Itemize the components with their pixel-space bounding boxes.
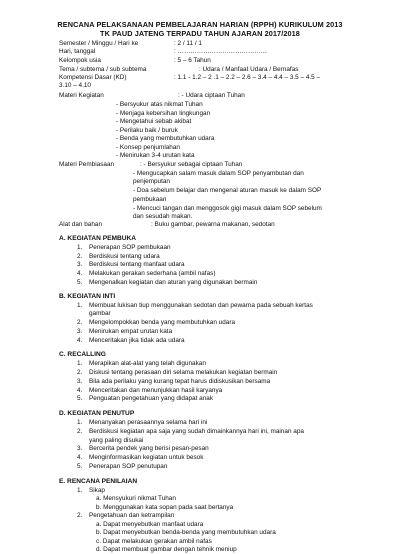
- identity-label: Semester / Minggu / Hari ke: [59, 40, 139, 47]
- materi-pembiasaan-label: Materi Pembiasaan: [59, 161, 115, 168]
- item-number: 2.: [77, 253, 83, 260]
- identity-value: : Udara / Manfaat Udara / Bernafas: [199, 66, 299, 73]
- materi-pembiasaan-line: pembukaan: [133, 196, 167, 203]
- list-item: Mengenalkan kegiatan dan aturan yang digunakan bermain: [89, 279, 258, 286]
- identity-label: Hari, tanggal: [59, 48, 96, 55]
- materi-pembiasaan-line: - Mencuci tangan dan menggosok gigi masuk dalam SOP sebelum: [133, 205, 322, 212]
- list-item-continuation: yang paling disukai: [89, 437, 144, 444]
- materi-kegiatan-label: Materi Kegiatan: [59, 92, 104, 99]
- identity-value: : 1.1 - 1.2 – 2 .1 – 2.2 – 2.6 – 3.4 – 4.4 – 3.5 – 4.5 –: [174, 74, 321, 81]
- list-item: Menceritakan dan menunjukkan hasil karyanya: [89, 387, 223, 394]
- list-item: Penerapan SOP pembukaan: [89, 244, 171, 251]
- item-number: 4.: [77, 337, 83, 344]
- assessment-group-label: Sikap: [89, 487, 105, 494]
- list-item: Penerapan SOP penutupan: [89, 463, 168, 470]
- list-item: Mengelompokkan benda yang membutuhkan udara: [89, 319, 236, 326]
- materi-kegiatan-item: - Perilaku baik / buruk: [116, 127, 178, 134]
- list-item: Berdiskusi tentang manfaat udara: [89, 261, 185, 268]
- item-number: 2.: [77, 512, 83, 519]
- identity-label: Kompetensi Dasar (KD): [59, 74, 127, 81]
- section-heading: A. KEGIATAN PEMBUKA: [59, 235, 137, 242]
- materi-kegiatan-item: - Konsep penjumlahan: [116, 144, 180, 151]
- materi-pembiasaan-line: - Mengucapkan salam masuk dalam SOP penyambutan dan: [133, 170, 304, 177]
- assessment-item: a. Mensyukuri nikmat Tuhan: [96, 495, 176, 502]
- item-number: 2.: [77, 369, 83, 376]
- assessment-item: c. Dapat melakukan gerakan ambil nafas: [96, 538, 212, 545]
- list-item: Diskusi tentang perasaan diri selama melakukan kegiatan bermain: [89, 369, 278, 376]
- item-number: 4.: [77, 270, 83, 277]
- document-title-line-1: RENCANA PELAKSANAAN PEMBELAJARAN HARIAN (RPPH) KURIKULUM 2013: [57, 20, 343, 29]
- section-heading: D. KEGIATAN PENUTUP: [59, 410, 135, 417]
- item-number: 1.: [77, 244, 83, 251]
- materi-pembiasaan-line: - Doa sebelum belajar dan mengenal aturan masuk ke dalam SOP: [133, 187, 322, 194]
- item-number: 2.: [77, 428, 83, 435]
- assessment-item: d. Dapat membuat gambar dengan tehnik meniup: [96, 546, 237, 553]
- materi-kegiatan-item: - Menirukan 3-4 urutan kata: [116, 152, 195, 159]
- assessment-group-label: Pengetahuan dan ketrampilan: [89, 512, 175, 519]
- item-number: 1.: [77, 302, 83, 309]
- document-title-line-2: TK PAUD JATENG TERPADU TAHUN AJARAN 2017/2018: [100, 29, 300, 38]
- item-number: 5.: [77, 463, 83, 470]
- item-number: 3.: [77, 328, 83, 335]
- item-number: 3.: [77, 445, 83, 452]
- list-item: Berdiskusi kegiatan apa saja yang sudah dimainkannya hari ini, mainan apa: [89, 428, 304, 435]
- list-item-continuation: gambar: [89, 310, 111, 317]
- materi-kegiatan-first: : - Udara ciptaan Tuhan: [178, 92, 245, 99]
- identity-label: Tema / subtema / sub subtema: [59, 66, 147, 73]
- list-item: Menceritakan jika tidak ada udara: [89, 337, 185, 344]
- list-item: Merapikan alat-alat yang telah digunakan: [89, 360, 206, 367]
- alat-bahan-value: : Buku gambar, pewarna makanan, sedotan: [151, 221, 275, 228]
- identity-value: : ……………………………………: [174, 48, 268, 55]
- assessment-item: b. Menggunakan kata sopan pada saat bertanya: [96, 504, 234, 511]
- list-item: Bercerita pendek yang berisi pesan-pesan: [89, 445, 209, 452]
- materi-pembiasaan-first: : - Bersyukur sebagai ciptaan Tuhan: [140, 161, 243, 168]
- materi-kegiatan-item: - Benda yang membutuhkan udara: [116, 135, 215, 142]
- list-item: Menanyakan perasaannya selama hari ini: [89, 419, 208, 426]
- item-number: 3.: [77, 378, 83, 385]
- list-item: Melakukan gerakan sederhana (ambil nafas): [89, 270, 216, 277]
- item-number: 1.: [77, 360, 83, 367]
- assessment-item: b. Dapat menyebutkan benda-benda yang membutuhkan udara: [96, 529, 276, 536]
- list-item: Membuat lukisan tiup menggunakan sedotan dan pewarna pada sebuah kertas: [89, 302, 313, 309]
- item-number: 1.: [77, 419, 83, 426]
- materi-pembiasaan-line: penjemputan: [133, 178, 170, 185]
- identity-value: : 2 / 11 / 1: [174, 40, 202, 47]
- materi-pembiasaan-line: dan sesudah makan.: [133, 213, 193, 220]
- list-item: Menginformasikan kegiatan untuk besok: [89, 454, 204, 461]
- item-number: 4.: [77, 454, 83, 461]
- identity-label: Kelompok usia: [59, 57, 101, 64]
- item-number: 5.: [77, 279, 83, 286]
- materi-kegiatan-item: - Menjaga kebersihan lingkungan: [116, 110, 211, 117]
- item-number: 4.: [77, 387, 83, 394]
- section-heading: E. RENCANA PENILAIAN: [59, 478, 138, 485]
- item-number: 5.: [77, 395, 83, 402]
- section-heading: C. RECALLING: [59, 351, 106, 358]
- alat-bahan-label: Alat dan bahan: [59, 221, 102, 228]
- assessment-item: a. Dapat menyebutkan manfaat udara: [96, 521, 204, 528]
- item-number: 1.: [77, 487, 83, 494]
- section-heading: B. KEGIATAN INTI: [59, 293, 116, 300]
- identity-label: 3.10 – 4.10: [59, 82, 91, 89]
- materi-kegiatan-item: - Bersyukur atas nikmat Tuhan: [116, 101, 203, 108]
- identity-value: : 5 – 6 Tahun: [174, 57, 211, 64]
- materi-kegiatan-item: - Mengetahui sebab akibat: [116, 118, 192, 125]
- item-number: 2.: [77, 319, 83, 326]
- list-item: Menirukan empat urutan kata: [89, 328, 173, 335]
- item-number: 3.: [77, 261, 83, 268]
- list-item: Bila ada perilaku yang kurang tepat harus didiskusikan bersama: [89, 378, 271, 385]
- list-item: Penguatan pengetahuan yang didapat anak: [89, 395, 214, 402]
- list-item: Berdiskusi tentang udara: [89, 253, 160, 260]
